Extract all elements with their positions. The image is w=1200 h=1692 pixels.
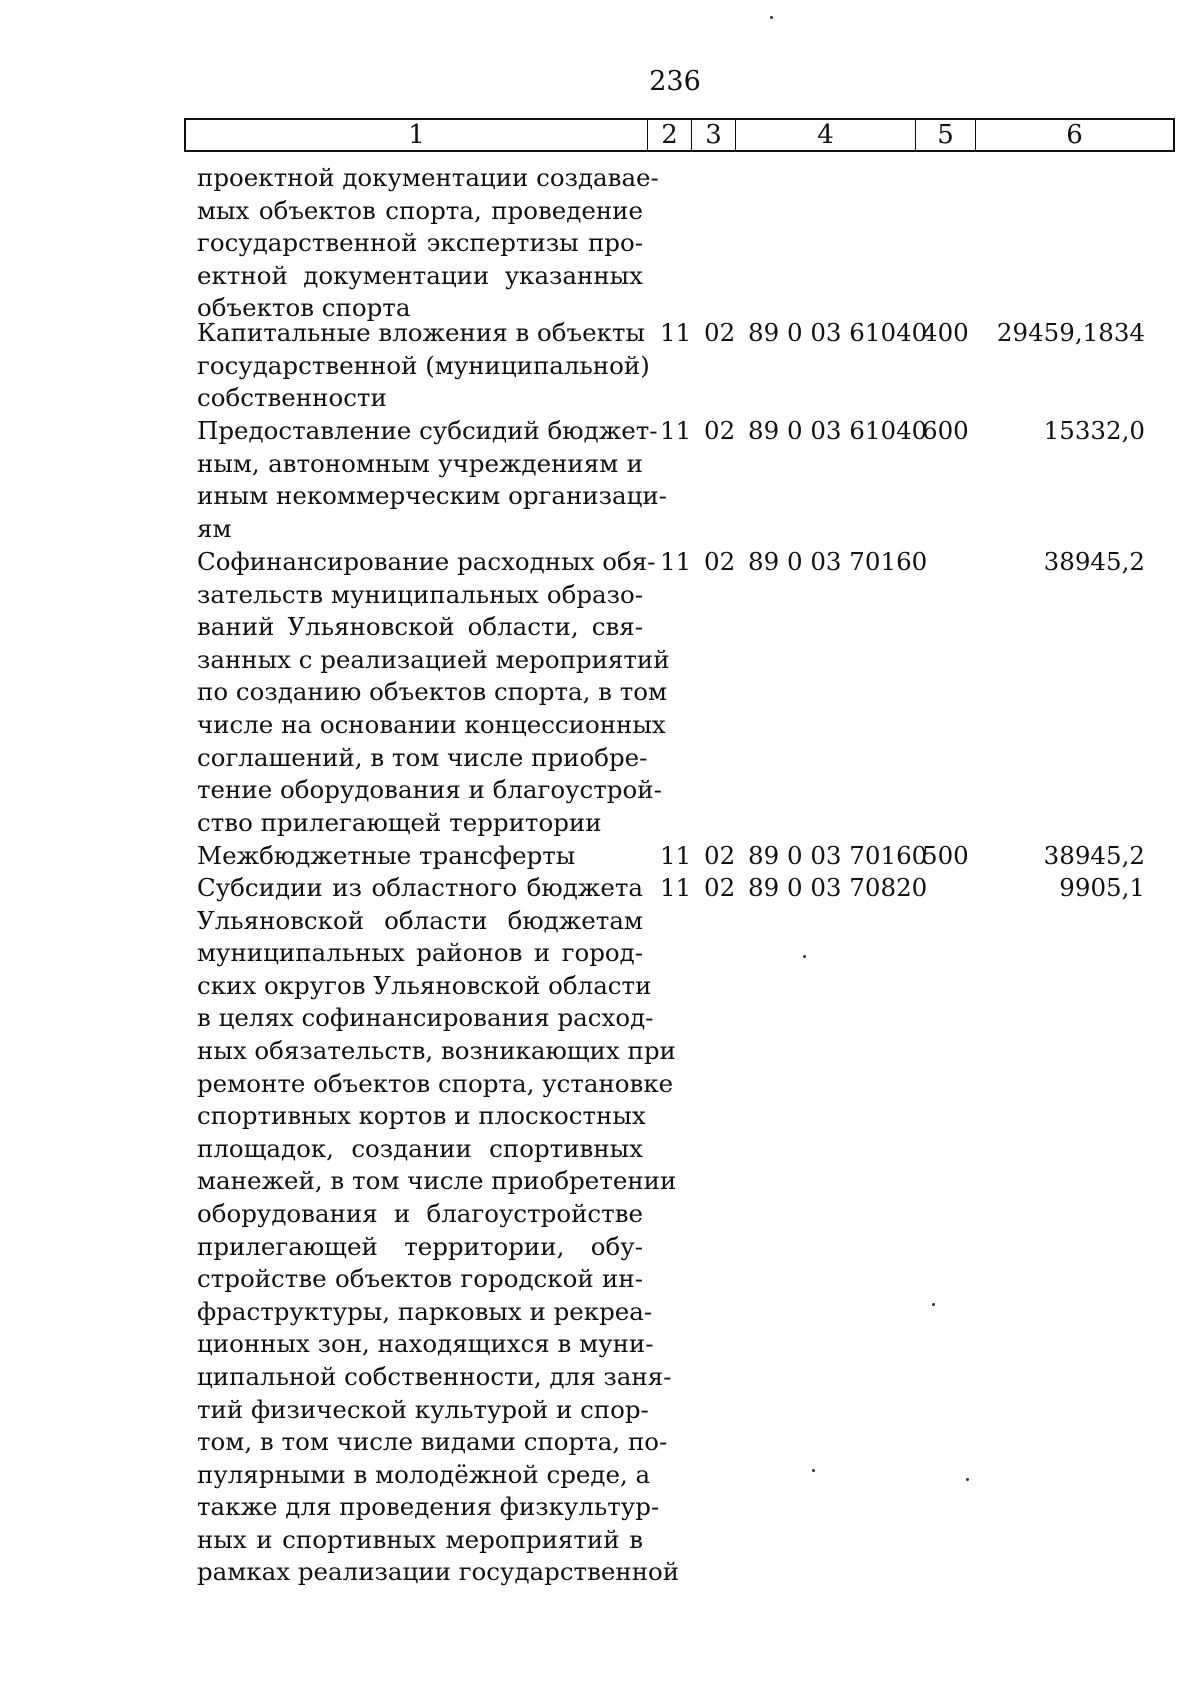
row-description bbox=[197, 317, 650, 415]
description-line: Капитальные вложения в объекты bbox=[197, 318, 645, 347]
description-line: пулярными в молодёжной среде, а bbox=[197, 1459, 651, 1489]
table-row bbox=[0, 872, 1200, 1589]
description-line: муниципальных районов и город- bbox=[197, 938, 643, 968]
description-line: ваний Ульяновской области, свя- bbox=[197, 612, 643, 642]
row-description bbox=[197, 162, 659, 325]
description-line: тение оборудования и благоустрой- bbox=[197, 775, 662, 805]
target-article-code: 89 0 03 70160 bbox=[748, 547, 928, 576]
description-line: ям bbox=[197, 513, 232, 543]
row-description bbox=[197, 415, 667, 545]
description-line: Межбюджетные трансферты bbox=[197, 841, 576, 870]
table-row bbox=[0, 317, 1200, 415]
amount: 29459,1834 bbox=[996, 318, 1145, 347]
expense-type-code: 400 bbox=[922, 318, 969, 347]
description-line: том, в том числе видами спорта, по- bbox=[197, 1427, 668, 1457]
description-line: мых объектов спорта, проведение bbox=[197, 195, 643, 225]
row-description bbox=[197, 546, 670, 839]
description-line: рамках реализации государственной bbox=[197, 1557, 680, 1587]
header-col-1: 1 bbox=[186, 120, 648, 150]
description-line: ных и спортивных мероприятий в bbox=[197, 1524, 643, 1554]
description-line: прилегающей территории, обу- bbox=[197, 1231, 643, 1261]
scan-speck bbox=[812, 1469, 815, 1472]
expense-type-code: 500 bbox=[922, 841, 969, 870]
description-line: зательств муниципальных образо- bbox=[197, 579, 643, 609]
description-line: тий физической культурой и спор- bbox=[197, 1394, 649, 1424]
description-line: числе на основании концессионных bbox=[197, 709, 666, 739]
page-number: 236 bbox=[649, 66, 701, 97]
header-col-4: 4 bbox=[736, 120, 916, 150]
target-article-code: 89 0 03 61040 bbox=[748, 318, 928, 347]
description-line: собственности bbox=[197, 383, 387, 413]
description-line: соглашений, в том числе приобре- bbox=[197, 742, 648, 772]
header-col-2: 2 bbox=[648, 120, 692, 150]
description-line: проектной документации создавае- bbox=[197, 163, 659, 192]
header-col-5: 5 bbox=[916, 120, 976, 150]
description-line: объектов спорта bbox=[197, 293, 411, 323]
description-line: ных обязательств, возникающих при bbox=[197, 1035, 676, 1065]
section-code: 11 bbox=[660, 841, 692, 870]
description-line: Предоставление субсидий бюджет- bbox=[197, 416, 658, 445]
scan-speck bbox=[770, 16, 773, 19]
description-line: государственной экспертизы про- bbox=[197, 228, 643, 258]
scan-speck bbox=[803, 955, 806, 958]
subsection-code: 02 bbox=[704, 873, 736, 902]
section-code: 11 bbox=[660, 873, 692, 902]
description-line: манежей, в том числе приобретении bbox=[197, 1166, 677, 1196]
description-line: площадок, создании спортивных bbox=[197, 1133, 643, 1163]
row-description bbox=[197, 840, 643, 873]
table-row bbox=[0, 415, 1200, 545]
description-line: ционных зон, находящихся в муни- bbox=[197, 1329, 654, 1359]
description-line: ских округов Ульяновской области bbox=[197, 970, 652, 1000]
description-line: ципальной собственности, для заня- bbox=[197, 1361, 672, 1391]
description-line: в целях софинансирования расход- bbox=[197, 1003, 654, 1033]
section-code: 11 bbox=[660, 547, 692, 576]
description-line: Софинансирование расходных обя- bbox=[197, 547, 656, 576]
table-row bbox=[0, 162, 1200, 325]
expense-type-code: 600 bbox=[922, 416, 969, 445]
description-line: фраструктуры, парковых и рекреа- bbox=[197, 1296, 653, 1326]
amount: 9905,1 bbox=[1059, 873, 1145, 902]
subsection-code: 02 bbox=[704, 416, 736, 445]
header-col-6: 6 bbox=[1066, 120, 1083, 150]
section-code: 11 bbox=[660, 318, 692, 347]
amount: 15332,0 bbox=[1043, 416, 1145, 445]
target-article-code: 89 0 03 61040 bbox=[748, 416, 928, 445]
description-line: иным некоммерческим организаци- bbox=[197, 481, 667, 511]
subsection-code: 02 bbox=[704, 318, 736, 347]
description-line: по созданию объектов спорта, в том bbox=[197, 677, 668, 707]
amount: 38945,2 bbox=[1043, 841, 1145, 870]
description-line: занных с реализацией мероприятий bbox=[197, 644, 670, 674]
subsection-code: 02 bbox=[704, 841, 736, 870]
subsection-code: 02 bbox=[704, 547, 736, 576]
table-row bbox=[0, 546, 1200, 839]
target-article-code: 89 0 03 70820 bbox=[748, 873, 928, 902]
table-row bbox=[0, 840, 1200, 873]
table-header bbox=[184, 118, 1175, 152]
description-line: оборудования и благоустройстве bbox=[197, 1198, 643, 1228]
scan-speck bbox=[966, 1478, 969, 1481]
description-line: спортивных кортов и плоскостных bbox=[197, 1101, 646, 1131]
amount: 38945,2 bbox=[1043, 547, 1145, 576]
target-article-code: 89 0 03 70160 bbox=[748, 841, 928, 870]
description-line: ектной документации указанных bbox=[197, 260, 643, 290]
description-line: ным, автономным учреждениям и bbox=[197, 448, 643, 478]
description-line: ство прилегающей территории bbox=[197, 807, 602, 837]
section-code: 11 bbox=[660, 416, 692, 445]
description-line: Ульяновской области бюджетам bbox=[197, 905, 643, 935]
header-col-3: 3 bbox=[692, 120, 736, 150]
scan-speck bbox=[932, 1303, 935, 1306]
description-line: государственной (муниципальной) bbox=[197, 350, 650, 380]
description-line: также для проведения физкультур- bbox=[197, 1492, 660, 1522]
description-line: стройстве объектов городской ин- bbox=[197, 1264, 643, 1294]
description-line: Субсидии из областного бюджета bbox=[197, 873, 643, 902]
description-line: ремонте объектов спорта, установке bbox=[197, 1068, 674, 1098]
